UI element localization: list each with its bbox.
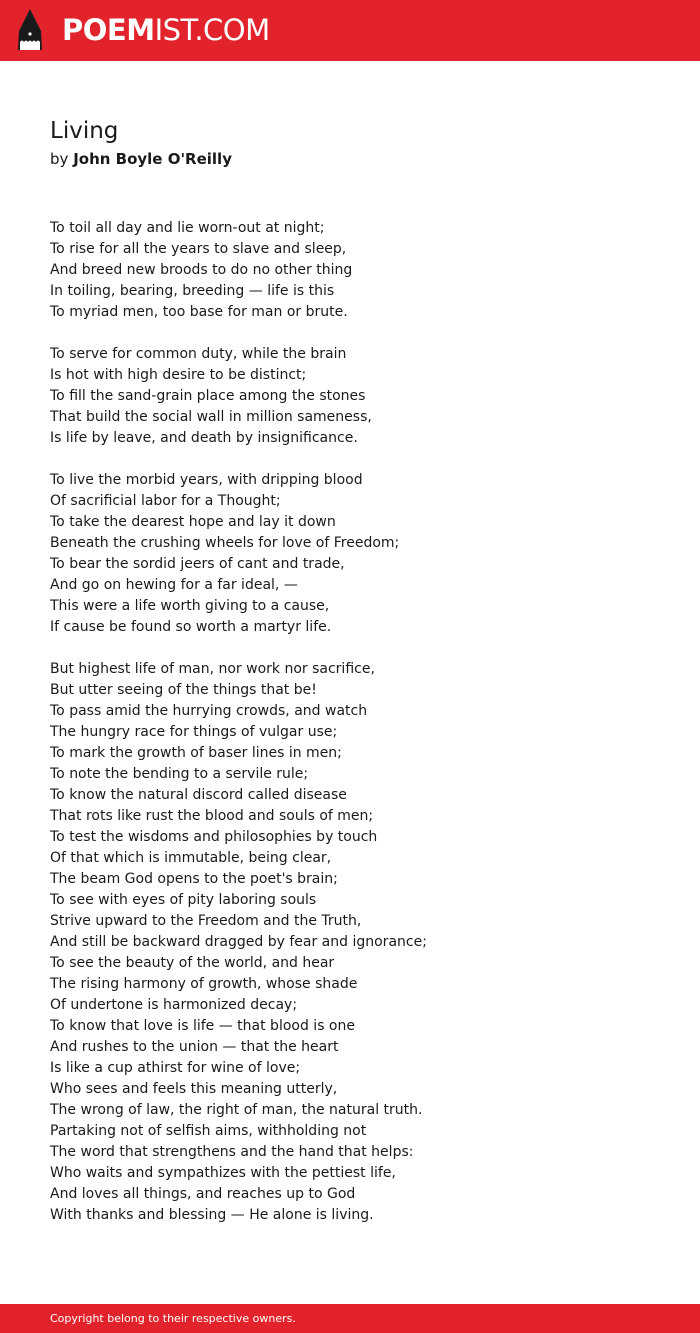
poem-line: To see with eyes of pity laboring souls <box>50 892 317 908</box>
poem-line: To test the wisdoms and philosophies by touch <box>50 829 378 845</box>
poem-line: To mark the growth of baser lines in men; <box>50 745 342 761</box>
poem-title: Living <box>50 118 119 144</box>
poem-line: The word that strengthens and the hand that helps: <box>50 1144 414 1160</box>
poem-line: That build the social wall in million sameness, <box>50 409 372 425</box>
site-header <box>0 0 700 61</box>
stanza <box>50 470 650 638</box>
poem-line: This were a life worth giving to a cause, <box>50 598 330 614</box>
by-label: by <box>50 150 69 168</box>
author-name: John Boyle O'Reilly <box>73 150 232 168</box>
poem-line: In toiling, bearing, breeding — life is this <box>50 283 335 299</box>
poem-line: To see the beauty of the world, and hear <box>50 955 335 971</box>
poem-line: Partaking not of selfish aims, withholding not <box>50 1123 367 1139</box>
logo-text-bold: POEM <box>62 13 155 47</box>
logo-text-light: IST.COM <box>154 13 270 47</box>
byline <box>50 148 232 170</box>
pen-nib-icon[interactable] <box>17 9 43 52</box>
poem-line: The wrong of law, the right of man, the natural truth. <box>50 1102 423 1118</box>
poem-line: And go on hewing for a far ideal, — <box>50 577 298 593</box>
poem-line: That rots like rust the blood and souls of men; <box>50 808 374 824</box>
poem-line: Strive upward to the Freedom and the Truth, <box>50 913 362 929</box>
poem-line: If cause be found so worth a martyr life. <box>50 619 332 635</box>
poem-line: But utter seeing of the things that be! <box>50 682 317 698</box>
poem-body <box>50 218 650 1247</box>
copyright-text: Copyright belong to their respective owners. <box>50 1312 296 1325</box>
poem-line: Beneath the crushing wheels for love of Freedom; <box>50 535 400 551</box>
stanza <box>50 659 650 1226</box>
poem-line: And rushes to the union — that the heart <box>50 1039 339 1055</box>
poem-line: Is like a cup athirst for wine of love; <box>50 1060 301 1076</box>
poem-line: To pass amid the hurrying crowds, and watch <box>50 703 368 719</box>
poem-line: The hungry race for things of vulgar use; <box>50 724 338 740</box>
poem-line: To know that love is life — that blood is one <box>50 1018 355 1034</box>
poem-line: Of undertone is harmonized decay; <box>50 997 298 1013</box>
poem-line: And still be backward dragged by fear and ignorance; <box>50 934 427 950</box>
poem-line: To know the natural discord called disease <box>50 787 347 803</box>
poem-line: To note the bending to a servile rule; <box>50 766 309 782</box>
poem-line: Of sacrificial labor for a Thought; <box>50 493 281 509</box>
poem-line: Is hot with high desire to be distinct; <box>50 367 307 383</box>
poem-line: And breed new broods to do no other thing <box>50 262 353 278</box>
poem-line: To myriad men, too base for man or brute. <box>50 304 348 320</box>
site-logo[interactable] <box>62 12 270 48</box>
poem-line: To fill the sand-grain place among the stones <box>50 388 366 404</box>
poem-line: To toil all day and lie worn-out at night; <box>50 220 325 236</box>
site-footer <box>0 1304 700 1333</box>
poem-line: And loves all things, and reaches up to God <box>50 1186 356 1202</box>
poem-line: To rise for all the years to slave and sleep, <box>50 241 347 257</box>
poem-line: Of that which is immutable, being clear, <box>50 850 332 866</box>
stanza <box>50 344 650 449</box>
poem-line: With thanks and blessing — He alone is living. <box>50 1207 374 1223</box>
poem-line: Who sees and feels this meaning utterly, <box>50 1081 338 1097</box>
poem-line: The beam God opens to the poet's brain; <box>50 871 338 887</box>
poem-line: To take the dearest hope and lay it down <box>50 514 336 530</box>
stanza <box>50 218 650 323</box>
poem-line: To live the morbid years, with dripping blood <box>50 472 363 488</box>
poem-line: Who waits and sympathizes with the pettiest life, <box>50 1165 396 1181</box>
poem-line: But highest life of man, nor work nor sacrifice, <box>50 661 375 677</box>
poem-line: Is life by leave, and death by insignificance. <box>50 430 358 446</box>
poem-line: To serve for common duty, while the brain <box>50 346 347 362</box>
poem-line: The rising harmony of growth, whose shade <box>50 976 358 992</box>
poem-line: To bear the sordid jeers of cant and trade, <box>50 556 345 572</box>
